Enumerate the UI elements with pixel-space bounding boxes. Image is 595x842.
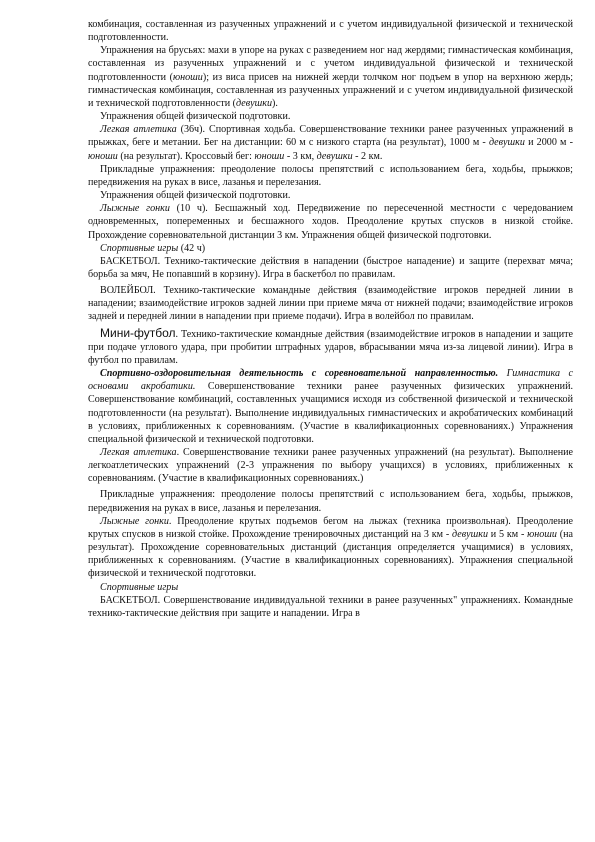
text-run: Упражнения общей физической подготовки. [100,111,291,123]
text-run: (на результат). Прохождение соревновательных дистанций (дистанция определяется учащимися) в условиях, приближенных к соревнованиям. (Участие в квалификационных соревнованиях). Упражнения специальной физической и технической подготовки. [88,528,573,580]
paragraph [88,581,573,594]
text-run [498,368,506,379]
paragraph [88,202,573,241]
paragraph [88,189,573,202]
text-run: Упражнения на брусьях: махи в упоре на руках с разведением ног над жердями; гимнастическая комбинация, составленная из разученных упражнений и с учетом индивидуальной физической и технической подготовленности ( [88,45,573,83]
text-run: и 5 км - [488,528,528,540]
paragraph [88,367,573,446]
text-run-it: юноши [254,150,285,162]
paragraph [88,123,573,162]
paragraph [88,44,573,110]
text-run: Упражнения общей физической подготовки. [100,190,291,202]
text-run-it: девушки [236,97,273,109]
paragraph [88,255,573,281]
text-run: . Технико-тактические командные действия (взаимодействие игроков в нападении и защите при подаче углового удара, при пробитии штрафных ударов, вбрасывании мяча из-за лицевой линии). Игра в футбол по правилам. [88,328,573,366]
paragraph [88,488,573,514]
text-run: (36ч). Спортивная ходьба. Совершенствование техники ранее разученных упражнений в прыжках, беге и метании. Бег на дистанции: 60 м с низкого старта (на результат), 1000 м - [88,124,573,149]
paragraph [88,327,573,367]
text-run: и 2000 м - [524,137,573,149]
text-run-it: девушки [452,528,488,540]
text-run-it: Лыжные гонки [100,515,169,527]
paragraph [88,284,573,323]
text-run: БАСКЕТБОЛ. Совершенствование индивидуальной техники в ранее разученных" упражнениях. Командные технико-тактические действия при защите и нападении. Игра в [88,594,573,619]
text-run-it: Гимнастика с основами акробатики. [88,368,573,393]
text-run: ). [272,97,278,109]
text-run: ВОЛЕЙБОЛ. Технико-тактические командные действия (взаимодействие игроков передней линии в нападении; взаимодействие игроков задней линии при приеме мяча от нижней подачи; взаимодействие игроков задней и передней линии в нападении при приеме подачи). Игра в волейбол по правилам. [88,285,573,323]
text-run: комбинация, составленная из разученных упражнений и с учетом индивидуальной физической и технической подготовленности. [88,19,573,44]
paragraph [88,242,573,255]
text-run-it: девушки [488,137,525,149]
text-run: (10 ч). Бесшажный ход. Передвижение по пересеченной местности с чередованием одновременных, попеременных и бесшажного ходов. Преодоление крутых спусков в низкой стойке. Прохождение соревновательной дистанции 3 км. Упражнения общей физической подготовки. [88,203,573,241]
paragraph [88,163,573,189]
paragraph [88,594,573,620]
text-run: - 3 км, [284,150,317,162]
text-run-bi: Спортивно-оздоровительная деятельность с соревновательной направленностью. [100,368,499,380]
text-run: . Преодоление крутых подъемов бегом на лыжах (техника произвольная). Преодоление крутых спусков в низкой стойке. Прохождение тренировочных дистанций на 3 км - [88,515,574,540]
text-run: Прикладные упражнения: преодоление полосы препятствий с использованием бега, ходьбы, прыжков; передвижения на руках в висе, лазанья и перелезания. [88,163,573,188]
text-run: (на результат). Кроссовый бег: [117,150,255,162]
text-run: Совершенствование техники ранее разученных физических упражнений. Совершенствование комбинаций, составленных учащимися исходя из собственной физической и технической подготовленности (на результат). Выполнение индивидуальных гимнастических и акробатических комбинаций в условиях, приближенных к соревнованиям. (Участие в квалификационных соревнованиях.) Упражнения специальной физической и технической подготовки. [88,381,573,445]
text-run: . Совершенствование техники ранее разученных упражнений (на результат). Выполнение легкоатлетических упражнений (2-3 упражнения по выбору учащихся) в условиях, приближенных к соревнованиям. (Участие в квалификационных соревнованиях.) [88,447,573,485]
text-run-it: Легкая атлетика [100,124,177,136]
text-run-it: юноши [88,150,118,162]
text-run-it: Спортивные игры [100,581,179,593]
paragraph [88,110,573,123]
text-run: - 2 км. [352,150,383,162]
text-run: (42 ч) [178,242,206,254]
text-run-it: юноши [173,71,203,83]
paragraph [88,515,573,581]
text-run: ); из виса присев на нижней жерди толчком ног подъем в упор на верхнюю жердь; гимнастическая комбинация, составленная из разученных упражнений и с учетом индивидуальной физической и технической подготовленности ( [88,71,573,109]
text-run-big: Мини-футбол [100,325,176,340]
paragraph [88,446,573,485]
text-run-it: юноши [527,528,557,540]
text-run-it: Легкая атлетика [100,447,177,458]
document-page [88,18,573,620]
text-run-it: девушки [316,150,353,162]
paragraph [88,18,573,44]
text-run-it: Лыжные гонки [100,203,170,215]
text-run: БАСКЕТБОЛ. Технико-тактические действия в нападении (быстрое нападение) и защите (перехват мяча; борьба за мяч, Не попавший в корзину). Игра в баскетбол по правилам. [88,255,573,280]
text-run-it: Спортивные игры [100,242,179,254]
text-run: Прикладные упражнения: преодоление полосы препятствий с использованием бега, ходьбы, прыжков, передвижения на руках в висе, лазанья и перелезания. [88,489,573,514]
